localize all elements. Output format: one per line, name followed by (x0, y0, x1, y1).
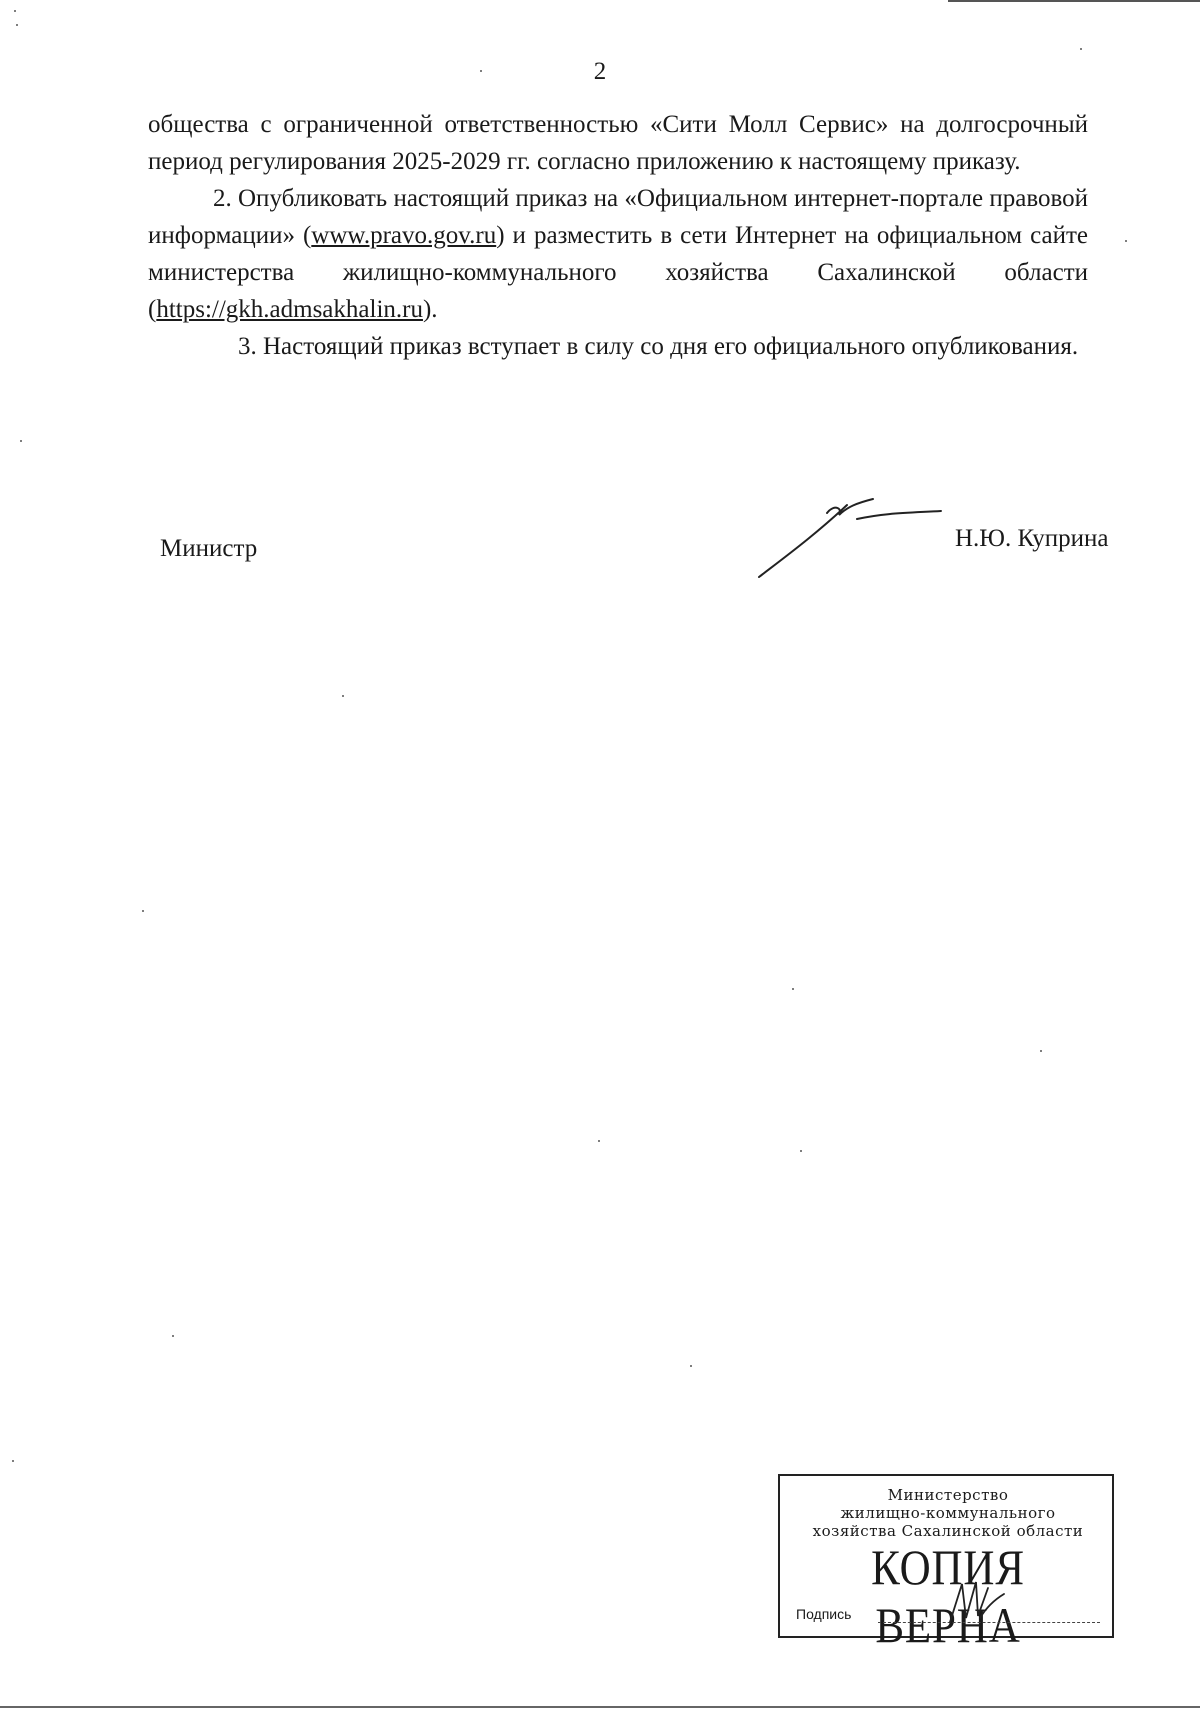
stamp-handwritten-signature (946, 1578, 1006, 1624)
scan-speck (1125, 240, 1127, 242)
scan-speck (16, 24, 18, 26)
paragraph-2-text-middle: ) и разместить в сети Интернет на официальном сайте министерства жилищно-коммунального хозяйства Сахалинской области ( (148, 222, 1088, 323)
scan-speck (598, 1140, 600, 1142)
scan-speck (142, 910, 144, 912)
stamp-line-3: хозяйства Сахалинской области (812, 1522, 1084, 1540)
scan-speck (792, 988, 794, 990)
scan-speck (1080, 48, 1082, 50)
certified-copy-stamp (778, 1474, 1114, 1653)
paragraph-2 (148, 180, 1088, 328)
scan-speck (690, 1365, 692, 1367)
scan-edge-line (948, 0, 1200, 2)
paragraph-3: 3. Настоящий приказ вступает в силу со дня его официального опубликования. (238, 333, 1079, 360)
signatory-title: Министр (160, 535, 258, 562)
scan-speck (12, 1460, 14, 1462)
scan-speck (342, 695, 344, 697)
scan-speck (800, 1150, 802, 1152)
stamp-line-2: жилищно-коммунального (840, 1504, 1056, 1522)
gkh-link[interactable]: https://gkh.admsakhalin.ru (156, 296, 423, 323)
stamp-sign-label: Подпись (796, 1606, 852, 1622)
signature-block (0, 525, 1200, 585)
signatory-name: Н.Ю. Куприна (955, 525, 1109, 552)
handwritten-signature (755, 495, 945, 585)
paragraph-2-text-start: 2. Опубликовать настоящий приказ на «Официальном интернет-портале правовой информации» ( (148, 185, 1088, 249)
scan-speck (20, 440, 22, 442)
paragraph-1: общества с ограниченной ответственностью «Сити Молл Сервис» на долгосрочный период регулирования 2025-2029 гг. согласно приложению к настоящему приказу. (148, 111, 1088, 175)
stamp-line-1: Министерство (887, 1486, 1009, 1504)
scan-speck (1040, 1050, 1042, 1052)
document-body (148, 106, 1088, 365)
scan-edge-line-bottom (0, 1706, 1200, 1708)
scan-speck (172, 1335, 174, 1337)
scan-speck (14, 10, 16, 12)
scan-speck (480, 70, 482, 72)
pravo-link[interactable]: www.pravo.gov.ru (311, 222, 497, 249)
stamp-signature-row (796, 1606, 1100, 1622)
page-number: 2 (593, 58, 607, 85)
stamp-title: КОПИЯ ВЕРНА (871, 1539, 1025, 1653)
paragraph-2-text-end: ). (422, 296, 438, 323)
stamp-organization (780, 1486, 1116, 1540)
